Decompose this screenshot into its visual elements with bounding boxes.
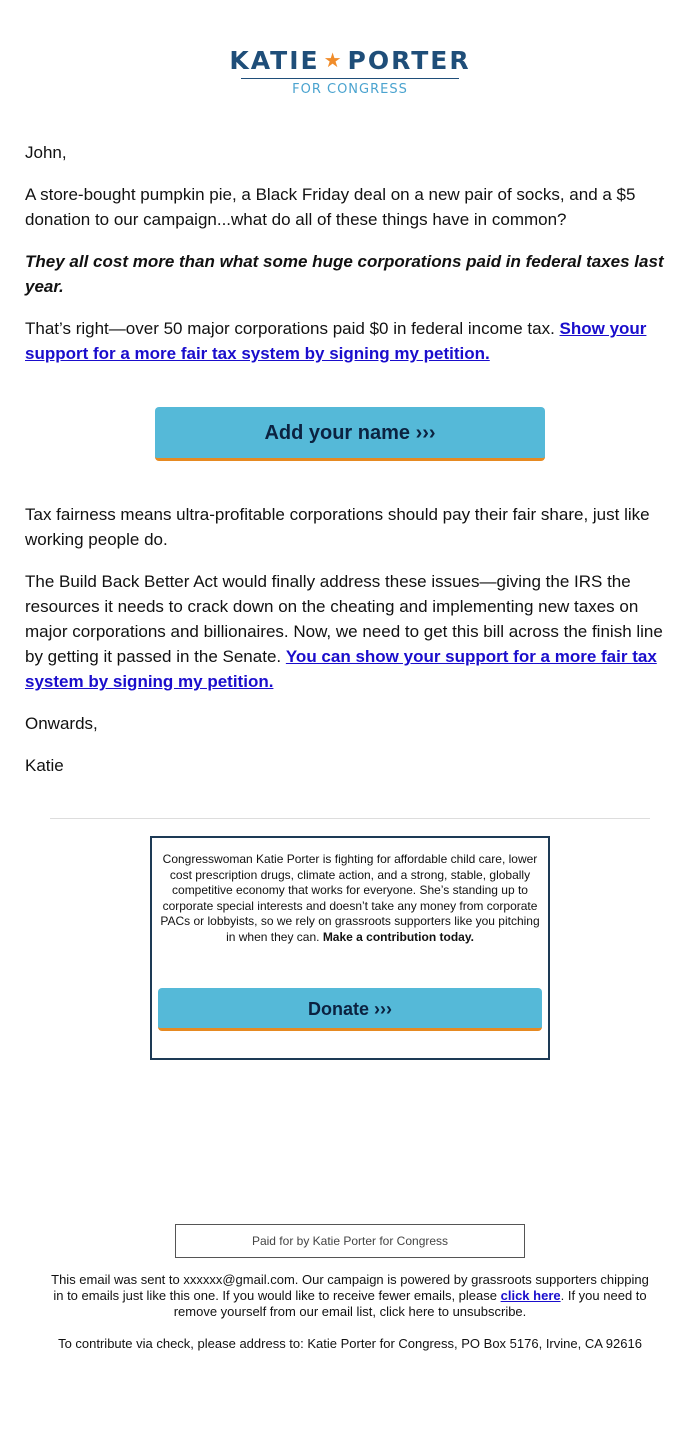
paragraph-tax-fairness: Tax fairness means ultra-profitable corporations should pay their fair share, just like working people do. bbox=[25, 505, 650, 549]
footer-check-address: To contribute via check, please address to: Katie Porter for Congress, PO Box 5176, Irvine, CA 92616 bbox=[58, 1336, 642, 1351]
paragraph-build-back-better bbox=[25, 569, 675, 694]
paragraph-bbb-text: The Build Back Better Act would finally address these issues—giving the IRS the resources it needs to crack down on the cheating and implementing new taxes on major corporations and billionaires. Now, we need to get this bill across the finish line by getting it passed in the Senate. bbox=[25, 572, 663, 666]
logo-name bbox=[0, 45, 700, 76]
petition-link[interactable]: Show your support for a more fair tax system by signing my petition. bbox=[25, 319, 647, 363]
donate-box-text bbox=[152, 838, 548, 945]
footer bbox=[50, 1272, 650, 1368]
logo-divider bbox=[241, 78, 459, 79]
donate-box bbox=[150, 836, 550, 1060]
footer-sent-text-1: This email was sent to xxxxxx@gmail.com. Our campaign is powered by grassroots supporters chipping in to emails just like this one. If you would like to receive fewer emails, please bbox=[51, 1272, 649, 1303]
footer-sent-notice bbox=[50, 1272, 650, 1320]
signature: Katie bbox=[25, 756, 64, 775]
section-divider bbox=[50, 818, 650, 819]
logo-last-name: PORTER bbox=[347, 46, 471, 75]
logo-first-name: KATIE bbox=[229, 46, 320, 75]
email-body-top bbox=[25, 140, 675, 383]
fewer-emails-link[interactable]: click here bbox=[500, 1288, 561, 1303]
signoff: Onwards, bbox=[25, 714, 98, 733]
paid-for-disclaimer: Paid for by Katie Porter for Congress bbox=[175, 1224, 525, 1258]
email-body-bottom bbox=[25, 502, 675, 795]
donate-box-description: Congresswoman Katie Porter is fighting for affordable child care, lower cost prescription drugs, climate action, and a strong, stable, globally competitive economy that works for everyone. She’s standing up to corporate special interests and doesn’t take any money from corporate PACs or lobbyists, so we rely on grassroots supporters like you pitching in when they can. bbox=[160, 852, 540, 944]
campaign-logo bbox=[0, 45, 700, 98]
donate-box-cta: Make a contribution today. bbox=[322, 929, 474, 944]
paragraph-petition bbox=[25, 316, 675, 366]
logo-tagline: FOR CONGRESS bbox=[292, 82, 408, 97]
greeting: John, bbox=[25, 143, 67, 162]
paragraph-petition-text: That’s right—over 50 major corporations paid $0 in federal income tax. bbox=[25, 319, 555, 338]
footer-sent-text-2: . If you need to remove yourself from our email list, click here to unsubscribe. bbox=[173, 1288, 647, 1319]
add-your-name-button[interactable]: Add your name ››› bbox=[155, 407, 545, 461]
paragraph-intro: A store-bought pumpkin pie, a Black Friday deal on a new pair of socks, and a $5 donation to our campaign...what do all of these things have in common? bbox=[25, 185, 636, 229]
star-icon: ★ bbox=[323, 48, 344, 72]
petition-link-2[interactable]: You can show your support for a more fair tax system by signing my petition. bbox=[25, 647, 657, 691]
donate-button[interactable]: Donate ››› bbox=[158, 988, 542, 1031]
paragraph-emphasis: They all cost more than what some huge corporations paid in federal taxes last year. bbox=[25, 252, 664, 296]
